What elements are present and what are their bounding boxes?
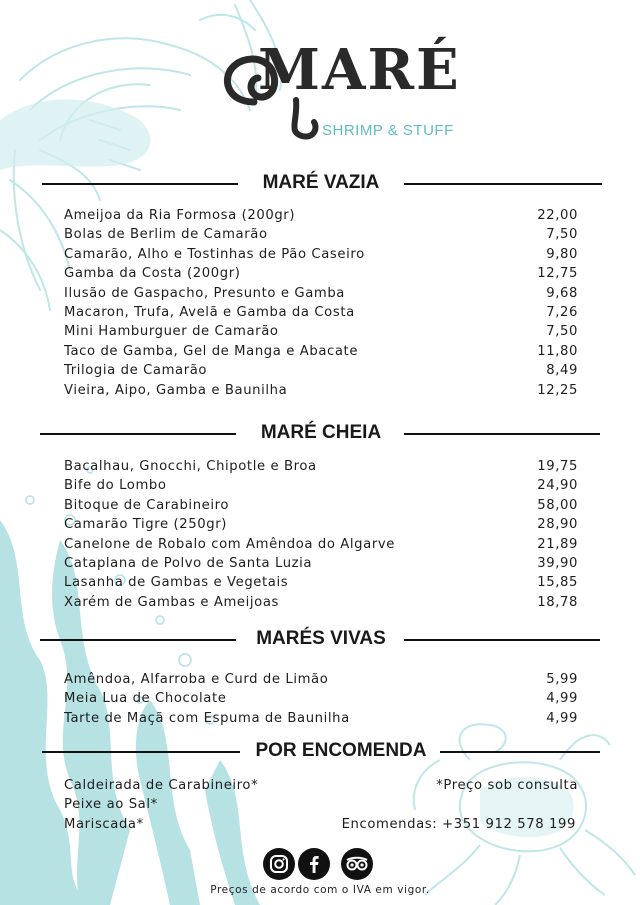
facebook-icon[interactable] (298, 848, 330, 880)
price-note: *Preço sob consulta (436, 778, 578, 793)
item-price: 9,68 (546, 285, 578, 301)
menu-item (64, 689, 578, 708)
menu-item (64, 322, 578, 341)
section-list-mare-vazia (64, 206, 578, 400)
menu-item (64, 303, 578, 322)
menu-item (64, 457, 578, 476)
menu-item (64, 361, 578, 380)
item-name: Canelone de Robalo com Amêndoa do Algarve (64, 536, 395, 552)
section-list-mare-cheia (64, 457, 578, 612)
menu-item (64, 496, 578, 515)
menu-item (64, 554, 578, 573)
item-name: Bolas de Berlim de Camarão (64, 227, 268, 243)
item-price: 4,99 (546, 710, 578, 726)
item-price: 7,26 (546, 304, 578, 320)
item-price: 5,99 (546, 672, 578, 687)
item-name: Peixe ao Sal* (64, 797, 158, 813)
item-name: Meia Lua de Chocolate (64, 691, 227, 707)
item-name: Trilogia de Camarão (64, 363, 208, 379)
section-header-mare-vazia (40, 172, 602, 194)
item-name: Vieira, Aipo, Gamba e Baunilha (64, 382, 288, 398)
item-price: 22,00 (537, 208, 578, 223)
item-name: Mini Hamburguer de Camarão (64, 324, 279, 340)
item-name: Bitoque de Carabineiro (64, 497, 230, 513)
item-price: 12,75 (537, 266, 578, 282)
item-price: 4,99 (546, 691, 578, 707)
item-price: 11,80 (537, 343, 578, 359)
item-price: 39,90 (537, 555, 578, 571)
section-title: MARÉS VIVAS (256, 628, 386, 649)
item-name: Camarão, Alho e Tostinhas de Pão Caseiro (64, 246, 365, 262)
section-header-mare-cheia (40, 422, 602, 444)
item-name: Xarém de Gambas e Ameijoas (64, 594, 279, 610)
section-header-mares-vivas (40, 628, 602, 650)
item-price: 12,25 (537, 382, 578, 398)
item-price: 58,00 (537, 497, 578, 513)
section-list-mares-vivas (64, 670, 578, 728)
menu-item (64, 795, 578, 814)
menu-item (64, 670, 578, 689)
item-price: 21,89 (537, 536, 578, 552)
menu-item (64, 573, 578, 592)
item-name: Ameijoa da Ria Formosa (200gr) (64, 208, 296, 223)
section-title: MARÉ VAZIA (262, 172, 380, 193)
item-name: Lasanha de Gambas e Vegetais (64, 575, 289, 591)
item-price: 9,80 (546, 246, 578, 262)
item-name: Camarão Tigre (250gr) (64, 517, 227, 533)
menu-item (64, 284, 578, 303)
item-price: 28,90 (537, 517, 578, 533)
order-contact: Encomendas: +351 912 578 199 (341, 817, 576, 832)
instagram-icon[interactable] (263, 848, 295, 880)
item-name: Cataplana de Polvo de Santa Luzia (64, 555, 313, 571)
section-header-por-encomenda (40, 740, 602, 762)
menu-item (64, 225, 578, 244)
menu-item (64, 476, 578, 495)
menu-item (64, 709, 578, 728)
section-title: POR ENCOMENDA (255, 740, 427, 761)
item-price: 7,50 (546, 227, 578, 243)
item-price: 15,85 (537, 575, 578, 591)
menu-item (64, 593, 578, 612)
item-name: Tarte de Maçã com Espuma de Baunilha (64, 710, 350, 726)
item-name: Taco de Gamba, Gel de Manga e Abacate (64, 343, 359, 359)
brand-name: MARÉ (258, 37, 461, 103)
item-name: Gamba da Costa (200gr) (64, 266, 241, 282)
item-name: Macaron, Trufa, Avelã e Gamba da Costa (64, 304, 355, 320)
item-price: 24,90 (537, 478, 578, 494)
footer-note: Preços de acordo com o IVA em vigor. (210, 884, 430, 896)
item-name: Bacalhau, Gnocchi, Chipotle e Broa (64, 459, 317, 474)
item-price: 18,78 (537, 594, 578, 610)
menu-item (64, 264, 578, 283)
item-name: Bife do Lombo (64, 478, 167, 494)
item-name: Ilusão de Gaspacho, Presunto e Gamba (64, 285, 345, 301)
menu-item (64, 535, 578, 554)
menu-item (64, 206, 578, 225)
logo-swirl (218, 40, 438, 150)
item-price: 8,49 (546, 363, 578, 379)
item-price: 19,75 (537, 459, 578, 474)
item-name: Caldeirada de Carabineiro* (64, 778, 259, 793)
menu-item (64, 381, 578, 400)
section-title: MARÉ CHEIA (260, 422, 382, 443)
item-price: 7,50 (546, 324, 578, 340)
item-name: Mariscada* (64, 816, 144, 832)
menu-item (64, 515, 578, 534)
tripadvisor-icon[interactable] (341, 848, 373, 880)
brand-tagline: SHRIMP & STUFF (322, 122, 454, 139)
menu-item (64, 342, 578, 361)
menu-item (64, 245, 578, 264)
item-name: Amêndoa, Alfarroba e Curd de Limão (64, 672, 329, 687)
